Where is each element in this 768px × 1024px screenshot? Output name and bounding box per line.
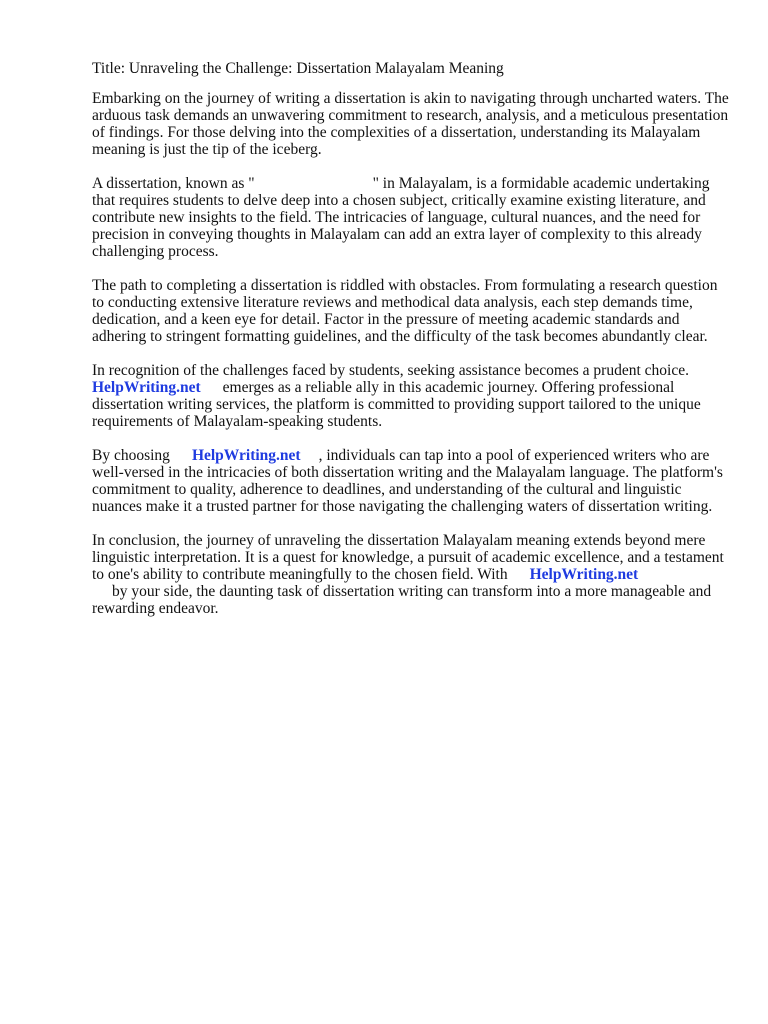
conclusion-text-before: In conclusion, the journey of unraveling the dissertation Malayalam meaning extends beyond mere linguistic interpretation. It is a quest for knowledge, a pursuit of academic excellence, and a testament to one's ability to contribute meaningfully to the chosen field. With — [92, 532, 724, 583]
helpwriting-link-1[interactable]: HelpWriting.net — [92, 379, 201, 396]
paragraph-definition — [92, 175, 732, 260]
helpwriting-link-3[interactable]: HelpWriting.net — [529, 566, 639, 583]
paragraph-assistance — [92, 362, 732, 430]
conclusion-text-after: by your side, the daunting task of dissertation writing can transform into a more manageable and rewarding endeavor. — [92, 583, 712, 617]
definition-text-after: " in Malayalam, is a formidable academic undertaking that requires students to delve deep into a chosen subject, critically examine existing literature, and contribute new insights to the field. The intricacies of language, cultural nuances, and the need for precision in conveying thoughts in Malayalam can add an extra layer of complexity to this already challenging process. — [92, 175, 710, 260]
choosing-text-after: , individuals can tap into a pool of experienced writers who are well-versed in the intricacies of both dissertation writing and the Malayalam language. The platform's commitment to quality, adherence to deadlines, and understanding of the cultural and linguistic nuances make it a trusted partner for those navigating the challenging waters of dissertation writing. — [92, 447, 723, 515]
paragraph-conclusion — [92, 532, 732, 617]
document-page — [92, 60, 732, 634]
assistance-text-after: emerges as a reliable ally in this academic journey. Offering professional dissertation writing services, the platform is committed to providing support tailored to the unique requirements of Malayalam-speaking students. — [92, 379, 701, 430]
paragraph-obstacles: The path to completing a dissertation is riddled with obstacles. From formulating a research question to conducting extensive literature reviews and methodical data analysis, each step demands time, dedication, and a keen eye for detail. Factor in the pressure of meeting academic standards and adhering to stringent formatting guidelines, and the difficulty of the task becomes abundantly clear. — [92, 277, 718, 345]
paragraph-intro: Embarking on the journey of writing a dissertation is akin to navigating through uncharted waters. The arduous task demands an unwavering commitment to research, analysis, and a meticulous presentation of findings. For those delving into the complexities of a dissertation, understanding its Malayalam meaning is just the tip of the iceberg. — [92, 90, 729, 158]
assistance-text-before: In recognition of the challenges faced by students, seeking assistance becomes a prudent choice. — [92, 362, 689, 379]
definition-text-before: A dissertation, known as " — [92, 175, 255, 192]
helpwriting-link-2[interactable]: HelpWriting.net — [191, 447, 301, 464]
choosing-text-before: By choosing — [92, 447, 170, 464]
paragraph-choosing — [92, 447, 732, 515]
document-title: Title: Unraveling the Challenge: Dissertation Malayalam Meaning — [92, 60, 504, 77]
